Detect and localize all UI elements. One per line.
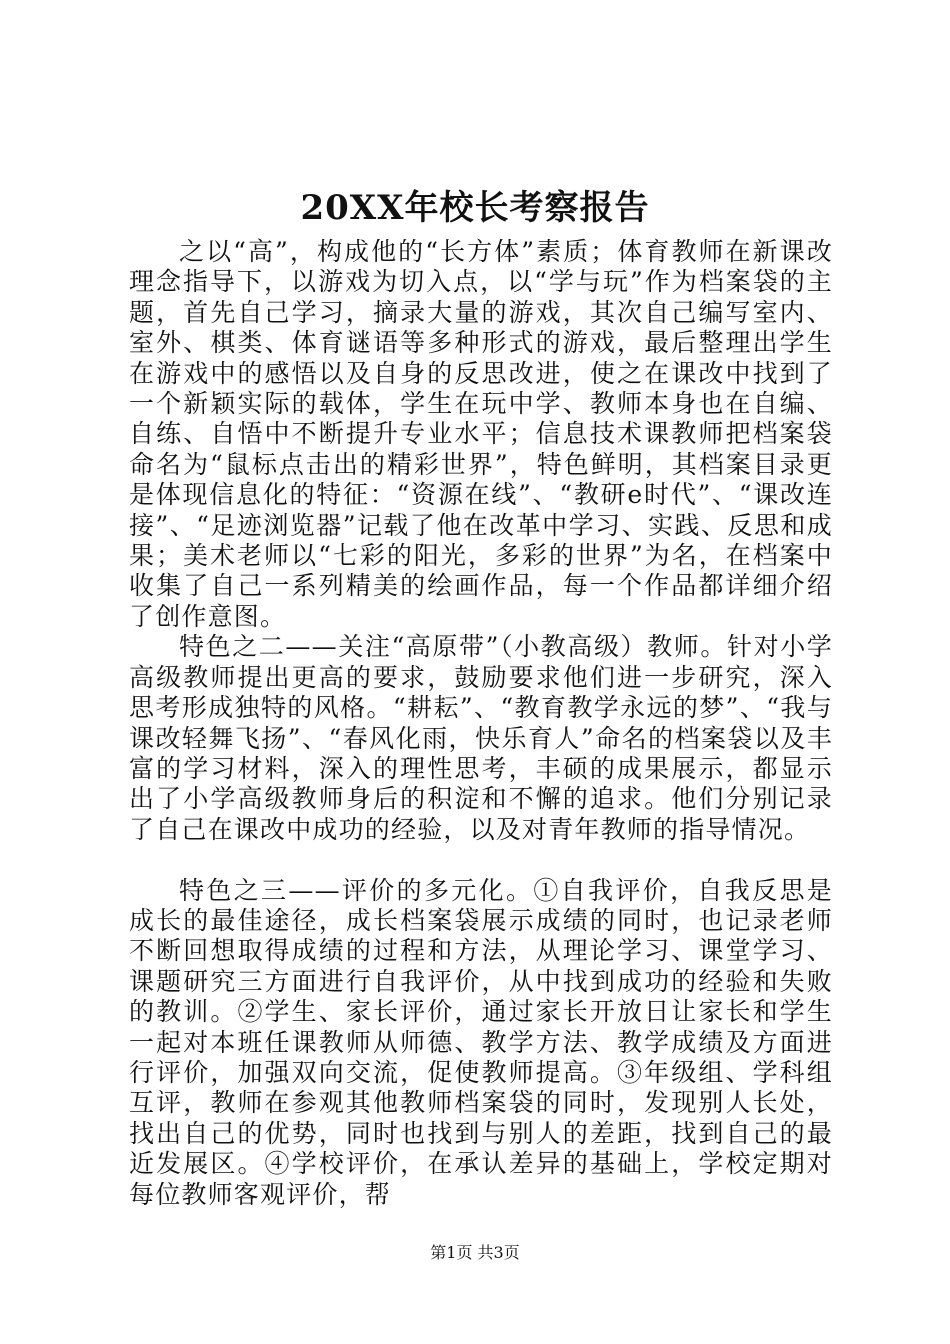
document-title: 20XX年校长考察报告 [300,188,650,228]
paragraph: 特色之三——评价的多元化。①自我评价，自我反思是成长的最佳途径，成长档案袋展示成绩的同时，也记录老师不断回想取得成绩的过程和方法，从理论学习、课堂学习、课题研究三方面进行自我评价，从中找到成功的经验和失败的教训。②学生、家长评价，通过家长开放日让家长和学生一起对本班任课教师从师德、教学方法、教学成绩及方面进行评价，加强双向交流，促使教师提高。③年级组、学科组互评，教师在参观其他教师档案袋的同时，发现别人长处，找出自己的优势，同时也找到与别人的差距，找到自己的最近发展区。④学校评价，在承认差异的基础上，学校定期对每位教师客观评价，帮 [129,875,833,1209]
page-footer: 第1页 共3页 [430,1243,520,1262]
paragraph: 特色之二——关注“高原带”（小教高级）教师。针对小学高级教师提出更高的要求，鼓励要求他们进一步研究，深入思考形成独特的风格。“耕耘”、“教育教学永远的梦”、“我与课改轻舞飞扬”、“春风化雨，快乐育人”命名的档案袋以及丰富的学习材料，深入的理性思考，丰硕的成果展示，都显示出了小学高级教师身后的积淀和不懈的追求。他们分别记录了自己在课改中成功的经验，以及对青年教师的指导情况。 [129,632,833,844]
document-body [129,237,833,1210]
paragraph: 之以“高”，构成他的“长方体”素质；体育教师在新课改理念指导下，以游戏为切入点，以“学与玩”作为档案袋的主题，首先自己学习，摘录大量的游戏，其次自己编写室内、室外、棋类、体育谜语等多种形式的游戏，最后整理出学生在游戏中的感悟以及自身的反思改进，使之在课改中找到了一个新颖实际的载体，学生在玩中学、教师本身也在自编、自练、自悟中不断提升专业水平；信息技术课教师把档案袋命名为“鼠标点击出的精彩世界”，特色鲜明，其档案目录更是体现信息化的特征：“资源在线”、“教研e时代”、“课改连接”、“足迹浏览器”记载了他在改革中学习、实践、反思和成果；美术老师以“七彩的阳光，多彩的世界”为名，在档案中收集了自己一系列精美的绘画作品，每一个作品都详细介绍了创作意图。 [129,237,833,631]
